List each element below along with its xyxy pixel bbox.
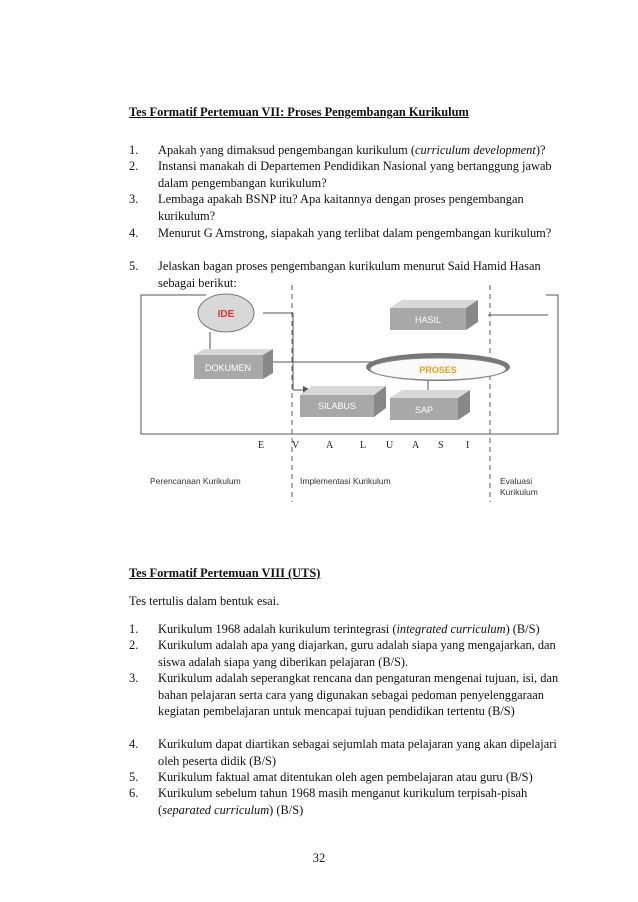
item-number: 5. — [129, 259, 139, 273]
item-text: Kurikulum dapat diartikan sebagai sejumlah mata pelajaran yang akan dipelajari oleh peserta didik (B/S) — [158, 737, 557, 768]
label-kurikulum: Kurikulum — [500, 487, 538, 497]
evaluasi-letter: L — [360, 440, 367, 451]
dokumen-label: DOKUMEN — [204, 363, 252, 373]
item-text: Kurikulum faktual amat ditentukan oleh agen pembelajaran atau guru (B/S) — [158, 770, 533, 784]
item-number: 1. — [129, 143, 139, 157]
curriculum-process-diagram — [128, 280, 568, 505]
evaluasi-letter: I — [466, 440, 470, 451]
item-number: 4. — [129, 737, 139, 751]
dokumen-box — [194, 349, 273, 379]
label-implementasi: Implementasi Kurikulum — [300, 476, 391, 486]
section2-intro: Tes tertulis dalam bentuk esai. — [129, 594, 280, 608]
silabus-box — [300, 386, 386, 417]
silabus-label: SILABUS — [317, 401, 357, 411]
item-number: 5. — [129, 770, 139, 784]
hasil-label: HASIL — [414, 315, 442, 325]
proses-ellipse — [366, 353, 510, 381]
label-perencanaan: Perencanaan Kurikulum — [150, 476, 241, 486]
evaluasi-letter: V — [292, 440, 300, 451]
evaluasi-letter: U — [386, 440, 394, 451]
item-number: 4. — [129, 226, 139, 240]
ide-label: IDE — [217, 309, 235, 320]
evaluasi-letter: S — [438, 440, 444, 451]
item-number: 3. — [129, 671, 139, 685]
evaluasi-letter: A — [412, 440, 420, 451]
item-text: Lembaga apakah BSNP itu? Apa kaitannya dengan proses pengembangan kurikulum? — [158, 192, 524, 223]
evaluasi-letter: A — [326, 440, 334, 451]
sap-box — [390, 390, 470, 420]
item-text: Kurikulum sebelum tahun 1968 masih menganut kurikulum terpisah-pisah (separated curriculum) (B/S) — [158, 786, 528, 817]
item-number: 1. — [129, 622, 139, 636]
item-number: 2. — [129, 638, 139, 652]
item-number: 3. — [129, 192, 139, 206]
proses-label: PROSES — [419, 365, 457, 375]
item-text: Menurut G Amstrong, siapakah yang terlibat dalam pengembangan kurikulum? — [158, 226, 552, 240]
hasil-box — [390, 300, 478, 330]
section2-heading: Tes Formatif Pertemuan VIII (UTS) — [129, 566, 321, 580]
item-text: Kurikulum adalah apa yang diajarkan, guru adalah siapa yang mengajarkan, dan siswa adalah siapa yang diberikan pelajaran (B/S). — [158, 638, 556, 669]
ide-ellipse — [198, 294, 254, 332]
page-number: 32 — [312, 851, 326, 865]
item-text: Apakah yang dimaksud pengembangan kurikulum (curriculum development)? — [158, 143, 546, 157]
sap-label: SAP — [414, 405, 434, 415]
item-number: 6. — [129, 786, 139, 800]
evaluasi-letter: E — [258, 440, 265, 451]
section1-heading: Tes Formatif Pertemuan VII: Proses Pengembangan Kurikulum — [129, 105, 469, 119]
item-text: Instansi manakah di Departemen Pendidikan Nasional yang bertanggung jawab dalam pengembangan kurikulum? — [158, 159, 552, 190]
item-number: 2. — [129, 159, 139, 173]
item-text: Kurikulum adalah seperangkat rencana dan pengaturan mengenai tujuan, isi, dan bahan pelajaran serta cara yang digunakan sebagai pedoman penyelenggaraan kegiatan pembelajaran untuk mencapai tujuan pendidikan tertentu (B/S) — [158, 671, 559, 718]
label-evaluasi: Evaluasi — [500, 476, 533, 486]
item-text: Jelaskan bagan proses pengembangan kurikulum menurut Said Hamid Hasan sebagai berikut: — [158, 259, 541, 290]
item-text: Kurikulum 1968 adalah kurikulum terintegrasi (integrated curriculum) (B/S) — [158, 622, 540, 636]
